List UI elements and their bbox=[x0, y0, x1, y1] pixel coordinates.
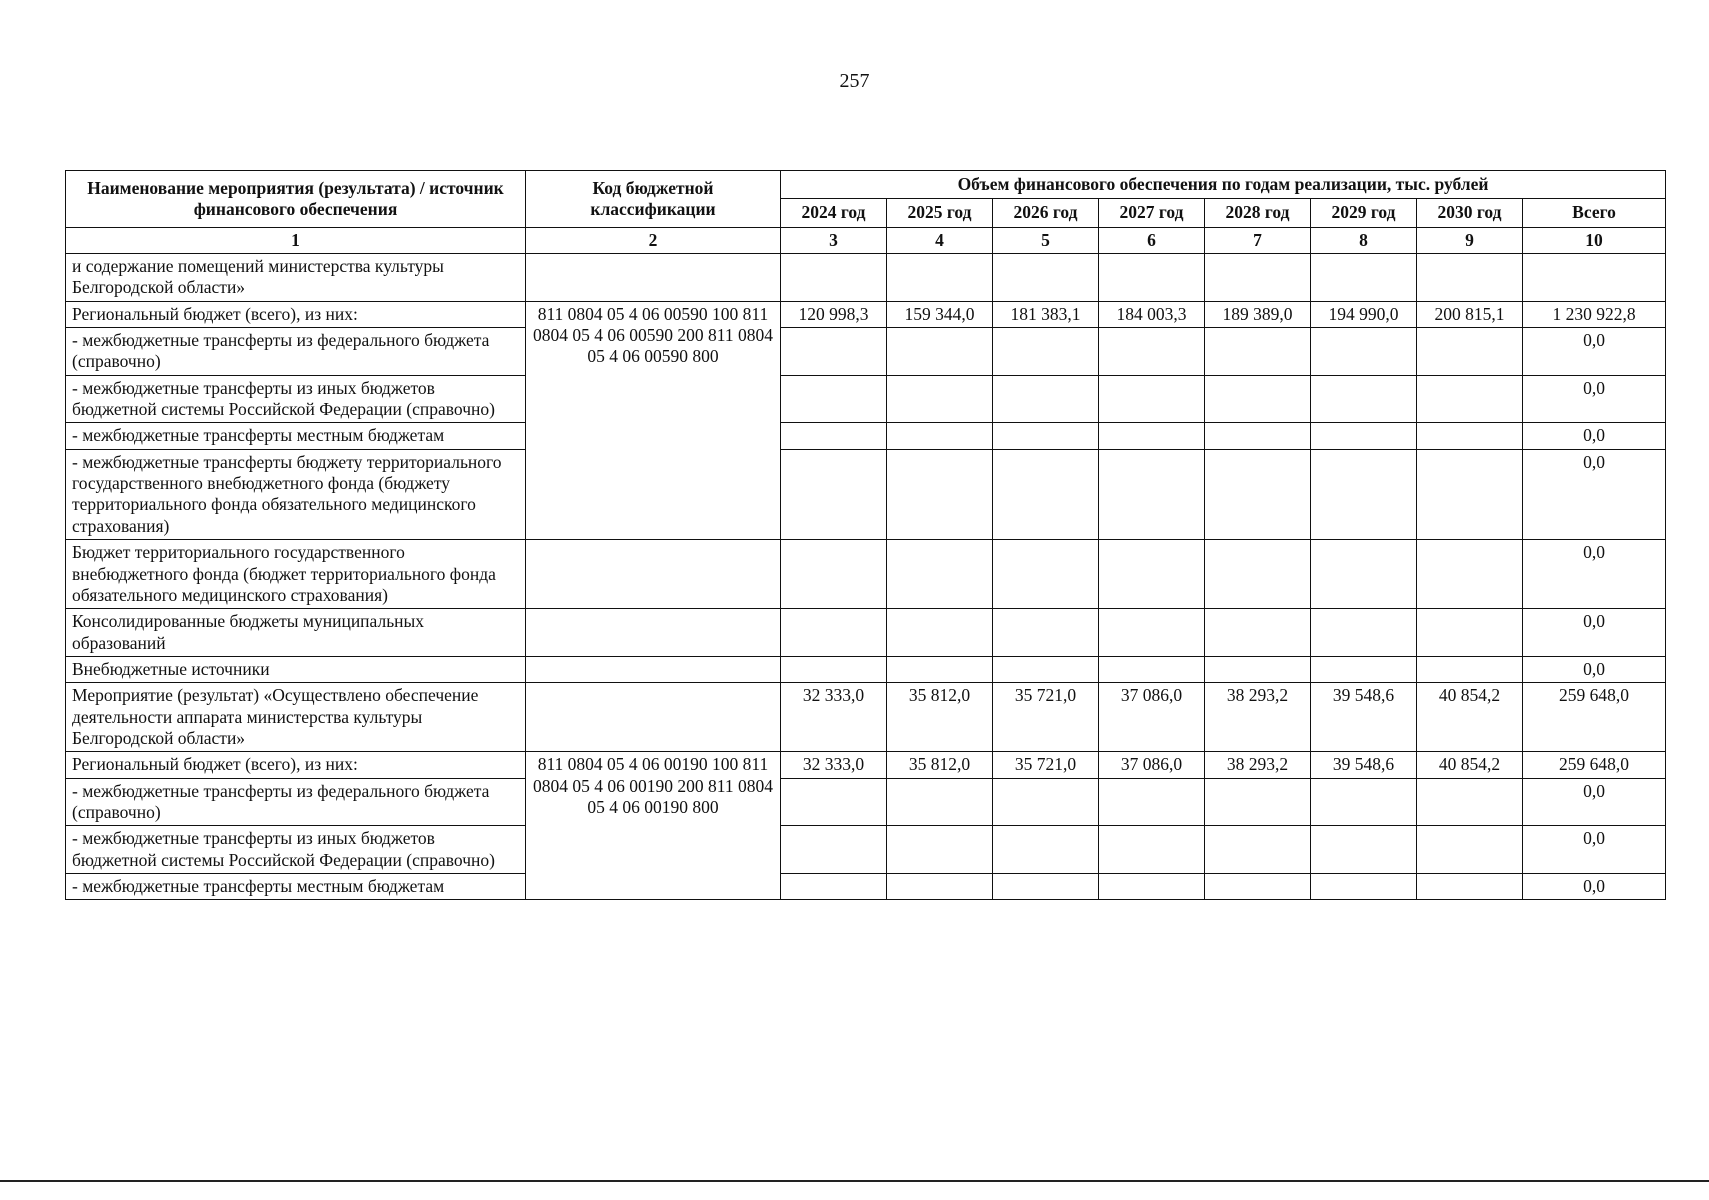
row-value bbox=[1311, 778, 1417, 826]
row-value bbox=[1311, 449, 1417, 539]
budget-code-group-2: 811 0804 05 4 06 00190 100 811 0804 05 4 06 00190 200 811 0804 05 4 06 00190 800 bbox=[526, 752, 781, 900]
row-value bbox=[1099, 656, 1205, 682]
header-code: Код бюджетной классификации bbox=[526, 171, 781, 228]
row-value: 39 548,6 bbox=[1311, 683, 1417, 752]
column-number: 4 bbox=[887, 227, 993, 253]
row-value bbox=[781, 449, 887, 539]
header-row-1 bbox=[66, 171, 1666, 199]
row-value bbox=[1311, 540, 1417, 609]
row-value: 35 721,0 bbox=[993, 752, 1099, 778]
row-name: - межбюджетные трансферты из иных бюджетов бюджетной системы Российской Федерации (справочно) bbox=[66, 826, 526, 874]
row-value bbox=[1417, 540, 1523, 609]
page-number: 257 bbox=[839, 70, 870, 92]
row-name: - межбюджетные трансферты из федерального бюджета (справочно) bbox=[66, 328, 526, 376]
row-total: 0,0 bbox=[1523, 826, 1666, 874]
row-code bbox=[526, 254, 781, 302]
row-value bbox=[1099, 449, 1205, 539]
page-bottom-edge bbox=[0, 1180, 1709, 1182]
row-name: - межбюджетные трансферты местным бюджетам bbox=[66, 423, 526, 449]
row-value bbox=[1417, 656, 1523, 682]
row-value: 32 333,0 bbox=[781, 752, 887, 778]
row-value bbox=[781, 656, 887, 682]
row-value bbox=[993, 423, 1099, 449]
row-value bbox=[1205, 423, 1311, 449]
row-value bbox=[887, 540, 993, 609]
row-code bbox=[526, 683, 781, 752]
row-value bbox=[781, 423, 887, 449]
header-year: 2029 год bbox=[1311, 199, 1417, 227]
row-value: 39 548,6 bbox=[1311, 752, 1417, 778]
row-total: 0,0 bbox=[1523, 778, 1666, 826]
row-value: 35 812,0 bbox=[887, 683, 993, 752]
row-total bbox=[1523, 254, 1666, 302]
row-value bbox=[1099, 778, 1205, 826]
row-value bbox=[1205, 873, 1311, 899]
row-value bbox=[1099, 254, 1205, 302]
row-value bbox=[887, 656, 993, 682]
row-name: - межбюджетные трансферты из иных бюджетов бюджетной системы Российской Федерации (справочно) bbox=[66, 375, 526, 423]
header-year: 2026 год bbox=[993, 199, 1099, 227]
row-value bbox=[1311, 423, 1417, 449]
row-value bbox=[887, 826, 993, 874]
header-year: 2024 год bbox=[781, 199, 887, 227]
table-row bbox=[66, 328, 1666, 376]
row-value bbox=[887, 609, 993, 657]
row-value: 32 333,0 bbox=[781, 683, 887, 752]
row-value bbox=[1417, 254, 1523, 302]
column-number: 5 bbox=[993, 227, 1099, 253]
row-value bbox=[1205, 375, 1311, 423]
row-code bbox=[526, 540, 781, 609]
column-number: 8 bbox=[1311, 227, 1417, 253]
funding-table bbox=[65, 170, 1666, 900]
row-name: Бюджет территориального государственного внебюджетного фонда (бюджет территориального фонда обязательного медицинского страхования) bbox=[66, 540, 526, 609]
row-value bbox=[887, 449, 993, 539]
row-name: - межбюджетные трансферты из федерального бюджета (справочно) bbox=[66, 778, 526, 826]
row-value bbox=[1417, 826, 1523, 874]
row-name: - межбюджетные трансферты бюджету территориального государственного внебюджетного фонда (бюджету территориального фонда обязательного медицинского страхования) bbox=[66, 449, 526, 539]
table-row bbox=[66, 540, 1666, 609]
row-value bbox=[1205, 778, 1311, 826]
row-value bbox=[993, 328, 1099, 376]
row-value bbox=[781, 540, 887, 609]
row-value bbox=[993, 540, 1099, 609]
column-number: 9 bbox=[1417, 227, 1523, 253]
row-value bbox=[887, 328, 993, 376]
header-year: 2025 год bbox=[887, 199, 993, 227]
row-value bbox=[1099, 873, 1205, 899]
row-value bbox=[1205, 826, 1311, 874]
row-value bbox=[1417, 449, 1523, 539]
row-value bbox=[1311, 826, 1417, 874]
row-value bbox=[1311, 609, 1417, 657]
row-value bbox=[993, 449, 1099, 539]
row-value bbox=[993, 609, 1099, 657]
row-value bbox=[1099, 328, 1205, 376]
row-value bbox=[887, 254, 993, 302]
row-value bbox=[1417, 609, 1523, 657]
header-year: 2030 год bbox=[1417, 199, 1523, 227]
row-value bbox=[1099, 540, 1205, 609]
row-code bbox=[526, 609, 781, 657]
row-total: 0,0 bbox=[1523, 375, 1666, 423]
row-value bbox=[1311, 375, 1417, 423]
column-number: 1 bbox=[66, 227, 526, 253]
row-value: 40 854,2 bbox=[1417, 752, 1523, 778]
header-total: Всего bbox=[1523, 199, 1666, 227]
row-total: 259 648,0 bbox=[1523, 683, 1666, 752]
row-value bbox=[1205, 540, 1311, 609]
header-name: Наименование мероприятия (результата) / источник финансового обеспечения bbox=[66, 171, 526, 228]
row-value: 38 293,2 bbox=[1205, 683, 1311, 752]
table-row bbox=[66, 301, 1666, 327]
row-code bbox=[526, 656, 781, 682]
table-row bbox=[66, 423, 1666, 449]
column-number: 2 bbox=[526, 227, 781, 253]
row-value bbox=[1099, 826, 1205, 874]
row-total: 0,0 bbox=[1523, 873, 1666, 899]
table-row bbox=[66, 656, 1666, 682]
table-row bbox=[66, 826, 1666, 874]
row-value bbox=[1311, 328, 1417, 376]
row-name: Внебюджетные источники bbox=[66, 656, 526, 682]
column-numbers-row bbox=[66, 227, 1666, 253]
column-number: 10 bbox=[1523, 227, 1666, 253]
row-value bbox=[1205, 254, 1311, 302]
row-value bbox=[1311, 254, 1417, 302]
row-value bbox=[1417, 873, 1523, 899]
row-value: 194 990,0 bbox=[1311, 301, 1417, 327]
column-number: 6 bbox=[1099, 227, 1205, 253]
row-value bbox=[887, 778, 993, 826]
header-year: 2027 год bbox=[1099, 199, 1205, 227]
row-value bbox=[781, 609, 887, 657]
table-row bbox=[66, 254, 1666, 302]
column-number: 3 bbox=[781, 227, 887, 253]
row-value bbox=[1417, 778, 1523, 826]
column-number: 7 bbox=[1205, 227, 1311, 253]
row-name: Региональный бюджет (всего), из них: bbox=[66, 301, 526, 327]
row-total: 0,0 bbox=[1523, 540, 1666, 609]
row-total: 0,0 bbox=[1523, 609, 1666, 657]
row-name: Консолидированные бюджеты муниципальных образований bbox=[66, 609, 526, 657]
row-value bbox=[993, 254, 1099, 302]
row-value bbox=[1311, 656, 1417, 682]
row-value: 40 854,2 bbox=[1417, 683, 1523, 752]
row-value bbox=[781, 375, 887, 423]
row-value bbox=[781, 826, 887, 874]
row-value bbox=[1417, 375, 1523, 423]
row-value bbox=[1417, 423, 1523, 449]
row-value: 200 815,1 bbox=[1417, 301, 1523, 327]
row-total: 0,0 bbox=[1523, 449, 1666, 539]
budget-code-group-1: 811 0804 05 4 06 00590 100 811 0804 05 4 06 00590 200 811 0804 05 4 06 00590 800 bbox=[526, 301, 781, 539]
row-value bbox=[887, 423, 993, 449]
row-total: 0,0 bbox=[1523, 328, 1666, 376]
row-value bbox=[781, 328, 887, 376]
row-value bbox=[993, 375, 1099, 423]
table-row bbox=[66, 752, 1666, 778]
table-row bbox=[66, 873, 1666, 899]
row-value: 37 086,0 bbox=[1099, 683, 1205, 752]
row-value bbox=[781, 873, 887, 899]
row-value bbox=[1205, 656, 1311, 682]
row-value bbox=[993, 826, 1099, 874]
row-value bbox=[781, 254, 887, 302]
row-value bbox=[781, 778, 887, 826]
row-value: 184 003,3 bbox=[1099, 301, 1205, 327]
row-name: Мероприятие (результат) «Осуществлено обеспечение деятельности аппарата министерства культуры Белгородской области» bbox=[66, 683, 526, 752]
table-row bbox=[66, 375, 1666, 423]
row-name: и содержание помещений министерства культуры Белгородской области» bbox=[66, 254, 526, 302]
row-value: 38 293,2 bbox=[1205, 752, 1311, 778]
row-value bbox=[1311, 873, 1417, 899]
row-value: 35 721,0 bbox=[993, 683, 1099, 752]
table-row bbox=[66, 778, 1666, 826]
row-total: 1 230 922,8 bbox=[1523, 301, 1666, 327]
row-value: 181 383,1 bbox=[993, 301, 1099, 327]
row-value bbox=[887, 873, 993, 899]
row-total: 0,0 bbox=[1523, 656, 1666, 682]
row-value: 159 344,0 bbox=[887, 301, 993, 327]
row-total: 0,0 bbox=[1523, 423, 1666, 449]
row-total: 259 648,0 bbox=[1523, 752, 1666, 778]
header-year: 2028 год bbox=[1205, 199, 1311, 227]
row-value bbox=[993, 778, 1099, 826]
row-value bbox=[1205, 449, 1311, 539]
row-value bbox=[1099, 375, 1205, 423]
row-value bbox=[1205, 328, 1311, 376]
row-value: 189 389,0 bbox=[1205, 301, 1311, 327]
row-value: 35 812,0 bbox=[887, 752, 993, 778]
row-value bbox=[1099, 609, 1205, 657]
row-value: 120 998,3 bbox=[781, 301, 887, 327]
row-value bbox=[1417, 328, 1523, 376]
table-row bbox=[66, 609, 1666, 657]
row-value bbox=[993, 656, 1099, 682]
row-value bbox=[993, 873, 1099, 899]
row-value bbox=[1099, 423, 1205, 449]
row-value bbox=[1205, 609, 1311, 657]
row-value: 37 086,0 bbox=[1099, 752, 1205, 778]
row-name: - межбюджетные трансферты местным бюджетам bbox=[66, 873, 526, 899]
table-row bbox=[66, 449, 1666, 539]
row-name: Региональный бюджет (всего), из них: bbox=[66, 752, 526, 778]
header-volume: Объем финансового обеспечения по годам реализации, тыс. рублей bbox=[781, 171, 1666, 199]
row-value bbox=[887, 375, 993, 423]
table-row bbox=[66, 683, 1666, 752]
